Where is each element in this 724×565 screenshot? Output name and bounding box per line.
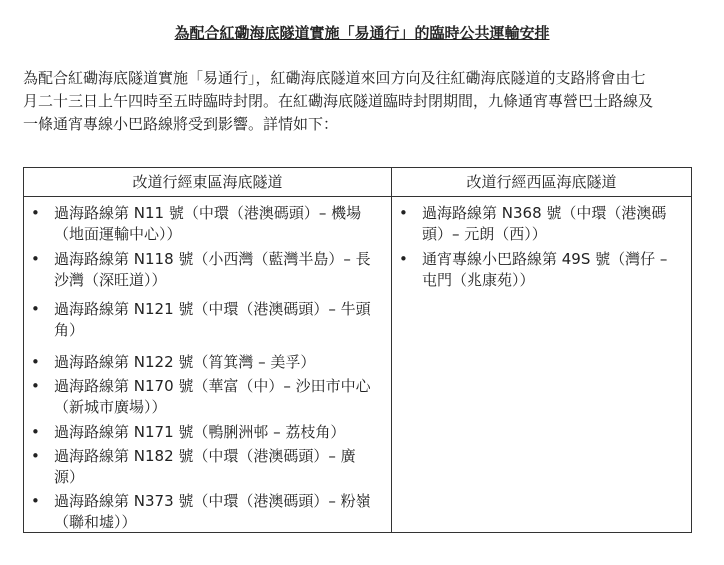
route-text: 頭）– 元朗（西）） (422, 225, 547, 243)
route-item (24, 491, 391, 533)
route-text: 過海路線第 N121 號（中環（港澳碼頭）– 牛頭 (54, 300, 371, 318)
bullet-icon: • (31, 353, 40, 371)
route-item (24, 352, 391, 373)
intro-line: 月二十三日上午四時至五時臨時封閉。在紅磡海底隧道臨時封閉期間，九條通宵專營巴士路線及 (23, 92, 654, 110)
route-item (392, 249, 691, 291)
bullet-icon: • (31, 447, 40, 465)
route-item (24, 249, 391, 291)
bullet-icon: • (31, 377, 40, 395)
route-text: 源） (54, 468, 85, 486)
intro-paragraph (23, 67, 703, 136)
route-item (24, 376, 391, 418)
route-text: 過海路線第 N182 號（中環（港澳碼頭）– 廣 (54, 447, 356, 465)
route-table (23, 167, 692, 533)
route-item (24, 422, 391, 443)
bullet-icon: • (399, 204, 408, 222)
bullet-icon: • (31, 204, 40, 222)
route-item (392, 203, 691, 245)
intro-line: 為配合紅磡海底隧道實施「易通行」，紅磡海底隧道來回方向及往紅磡海底隧道的支路將會由七 (23, 69, 646, 87)
western-route-list (392, 197, 691, 291)
bullet-icon: • (31, 492, 40, 510)
route-text: （地面運輸中心）） (54, 225, 182, 243)
route-text: 通宵專線小巴路線第 49S 號（灣仔 – (422, 250, 668, 268)
route-text: 過海路線第 N122 號（筲箕灣 – 美孚） (54, 353, 316, 371)
route-text: 過海路線第 N171 號（鴨脷洲邨 – 荔枝角） (54, 423, 346, 441)
eastern-tunnel-column (24, 168, 392, 532)
western-tunnel-column (392, 168, 691, 532)
route-text: 過海路線第 N170 號（華富（中）– 沙田市中心 (54, 377, 371, 395)
route-text: 屯門（兆康苑）） (422, 271, 535, 289)
route-text: 過海路線第 N373 號（中環（港澳碼頭）– 粉嶺 (54, 492, 371, 510)
bullet-icon: • (31, 300, 40, 318)
route-text: （聯和墟）） (54, 513, 137, 531)
eastern-route-list (24, 197, 391, 533)
bullet-icon: • (399, 250, 408, 268)
route-item (24, 299, 391, 341)
route-text: 過海路線第 N368 號（中環（港澳碼 (422, 204, 667, 222)
bullet-icon: • (31, 423, 40, 441)
route-text: 沙灣（深旺道）） (54, 271, 167, 289)
route-text: 過海路線第 N11 號（中環（港澳碼頭）– 機場 (54, 204, 362, 222)
eastern-tunnel-header: 改道行經東區海底隧道 (24, 168, 391, 197)
western-tunnel-header: 改道行經西區海底隧道 (392, 168, 691, 197)
route-text: 角） (54, 321, 85, 339)
route-item (24, 446, 391, 488)
bullet-icon: • (31, 250, 40, 268)
route-text: （新城市廣場）） (54, 398, 167, 416)
intro-line: 一條通宵專線小巴路線將受到影響。詳情如下： (23, 115, 339, 133)
page-title: 為配合紅磡海底隧道實施「易通行」的臨時公共運輸安排 (174, 24, 550, 42)
route-text: 過海路線第 N118 號（小西灣（藍灣半島）– 長 (54, 250, 371, 268)
route-item (24, 203, 391, 245)
